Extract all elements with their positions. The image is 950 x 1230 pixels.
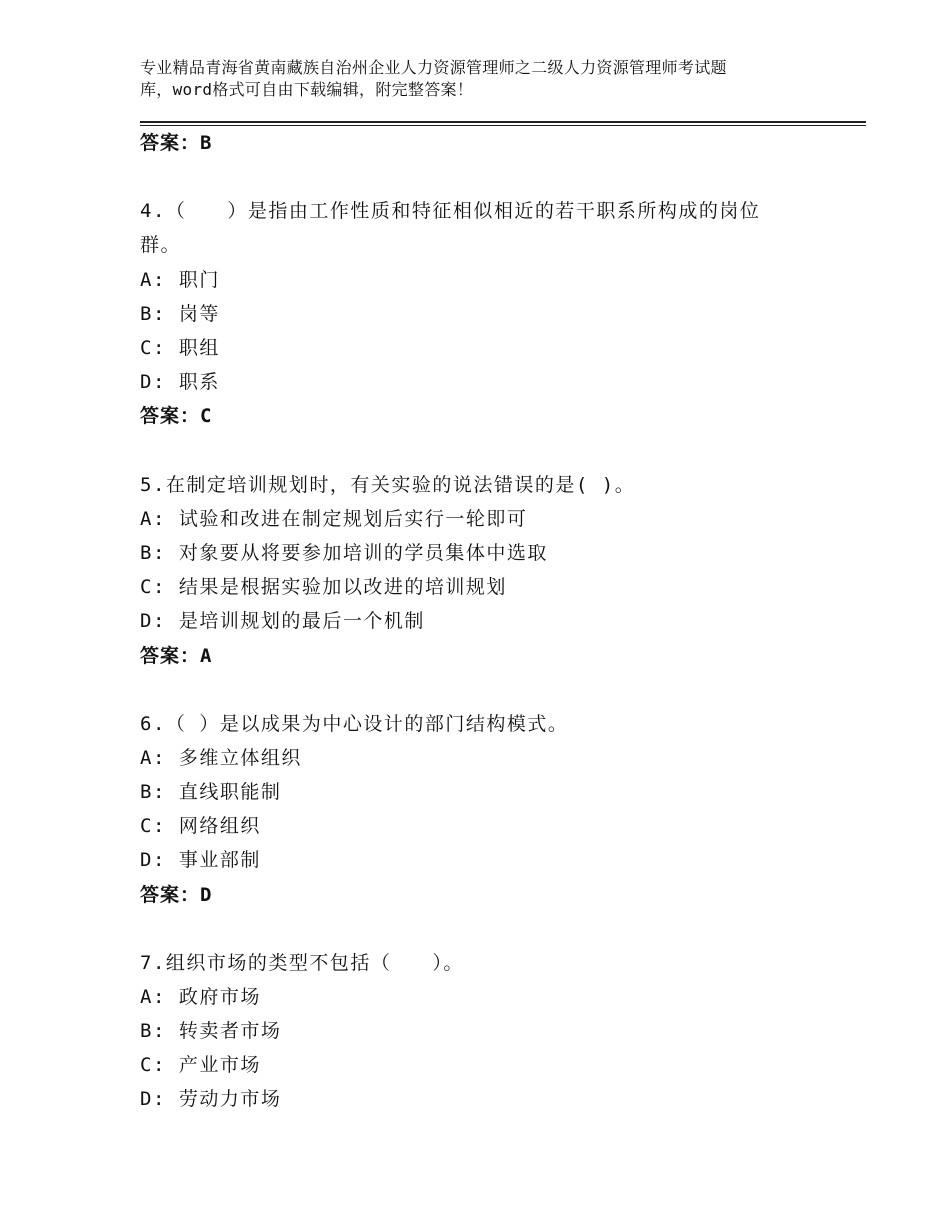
question-5-option-c: C: 结果是根据实验加以改进的培训规划 <box>140 576 507 598</box>
question-4-option-c: C: 职组 <box>140 337 220 359</box>
question-6-option-d: D: 事业部制 <box>140 849 261 871</box>
question-6-option-a: A: 多维立体组织 <box>140 747 302 769</box>
answer-q4: 答案：C <box>140 405 213 427</box>
question-7-option-c: C: 产业市场 <box>140 1054 261 1076</box>
answer-q5: 答案：A <box>140 645 213 667</box>
answer-q3: 答案：B <box>140 132 213 154</box>
question-5-stem: 5.在制定培训规划时，有关实验的说法错误的是( )。 <box>140 474 636 496</box>
question-7-stem: 7.组织市场的类型不包括（ ）。 <box>140 952 464 974</box>
question-5-option-d: D: 是培训规划的最后一个机制 <box>140 610 425 632</box>
header-rule-thin <box>140 125 866 126</box>
question-7-option-a: A: 政府市场 <box>140 986 261 1008</box>
header-rule-thick <box>140 121 866 123</box>
question-5-option-b: B: 对象要从将要参加培训的学员集体中选取 <box>140 542 548 564</box>
question-6-option-c: C: 网络组织 <box>140 815 261 837</box>
question-7-option-d: D: 劳动力市场 <box>140 1088 282 1110</box>
question-7-option-b: B: 转卖者市场 <box>140 1020 282 1042</box>
answer-q6: 答案：D <box>140 884 213 906</box>
question-6-stem: 6.（ ）是以成果为中心设计的部门结构模式。 <box>140 713 569 735</box>
question-4-option-b: B: 岗等 <box>140 303 220 325</box>
question-4-stem-line-1: 4.（ ）是指由工作性质和特征相似相近的若干职系所构成的岗位 <box>140 200 761 222</box>
question-5-option-a: A: 试验和改进在制定规划后实行一轮即可 <box>140 508 528 530</box>
question-4-option-a: A: 职门 <box>140 269 220 291</box>
header-title-line-2: 库，word格式可自由下载编辑，附完整答案！ <box>140 80 474 99</box>
question-6-option-b: B: 直线职能制 <box>140 781 282 803</box>
document-header <box>140 57 830 101</box>
question-4-option-d: D: 职系 <box>140 371 220 393</box>
question-4-stem-line-2: 群。 <box>140 234 182 256</box>
header-title-line-1: 专业精品青海省黄南藏族自治州企业人力资源管理师之二级人力资源管理师考试题 <box>140 58 727 77</box>
